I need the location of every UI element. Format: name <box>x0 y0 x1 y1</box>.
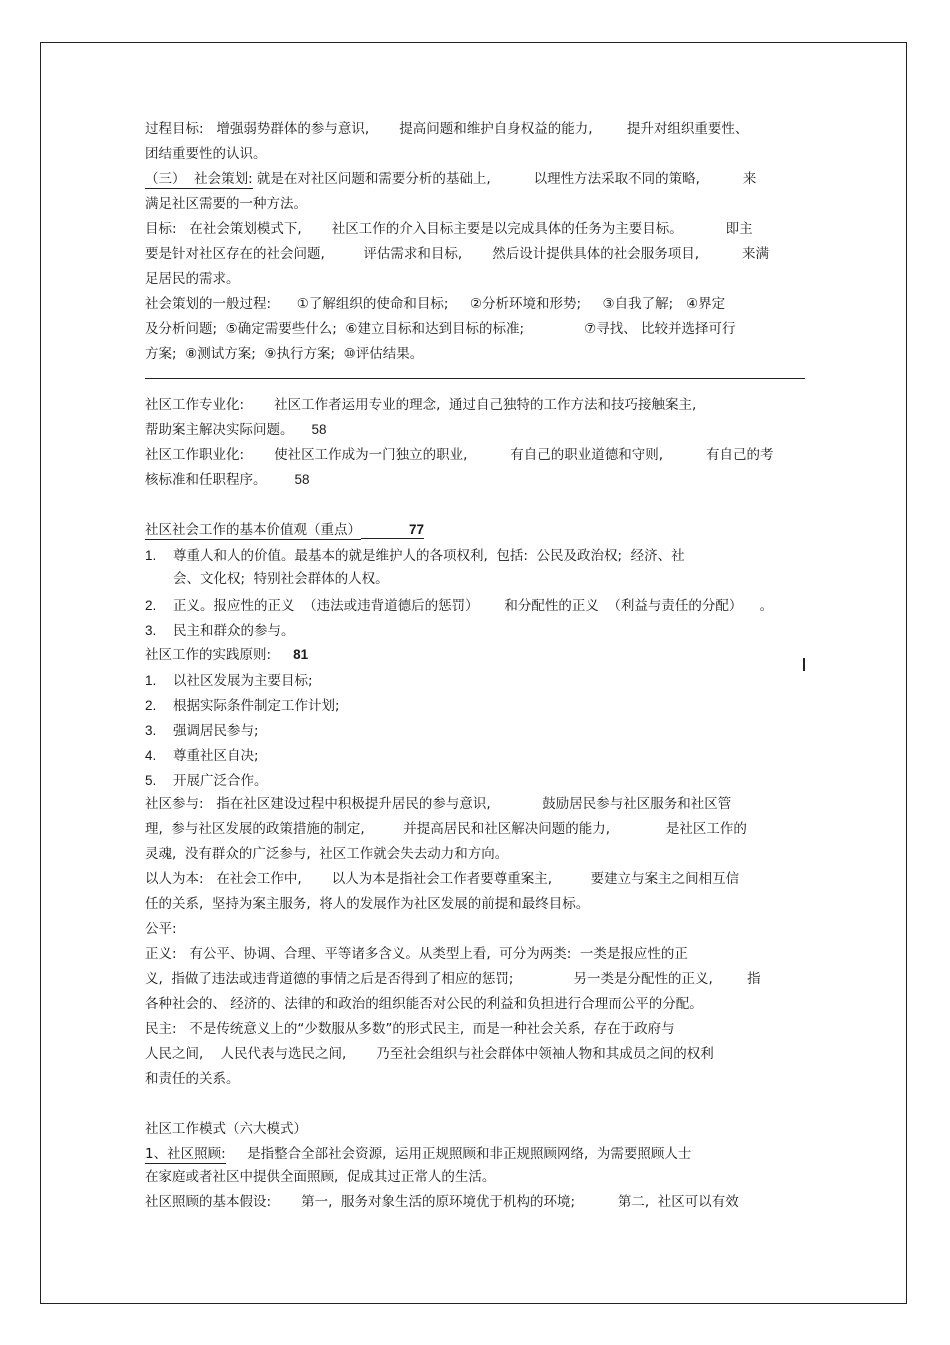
list-text: 民主和群众的参与。 <box>173 623 295 639</box>
text-line <box>145 170 756 188</box>
list-number: 1. <box>145 673 157 688</box>
text-line: 社区照顾的基本假设: 第一, 服务对象生活的原环境优于机构的环境; 第二, 社区可以有效 <box>145 1194 739 1210</box>
heading-text: 社区社会工作的基本价值观（重点） <box>145 522 361 538</box>
list-number: 2. <box>145 598 157 613</box>
list-number: 1. <box>145 548 157 563</box>
section-heading-social-planning: （三） 社会策划: <box>145 171 253 187</box>
text-line: 团结重要性的认识。 <box>145 146 267 162</box>
text-line: 要是针对社区存在的社会问题, 评估需求和目标, 然后设计提供具体的社会服务项目, 来满 <box>145 246 769 262</box>
page-reference: 77 <box>361 522 424 539</box>
section-heading-principles <box>145 646 308 664</box>
list-text: 强调居民参与; <box>173 723 259 739</box>
list-text: 开展广泛合作。 <box>173 773 268 789</box>
text-line: 满足社区需要的一种方法。 <box>145 196 307 212</box>
list-number: 2. <box>145 698 157 713</box>
text-line: 社区工作专业化: 社区工作者运用专业的理念, 通过自己独特的工作方法和技巧接触案主, <box>145 397 697 413</box>
text-line: 公平: <box>145 921 177 937</box>
term-community-care: 1、社区照顾: <box>145 1146 226 1162</box>
section-heading-six-models: 社区工作模式（六大模式） <box>145 1121 307 1137</box>
text-line: 以人为本: 在社会工作中, 以人为本是指社会工作者要尊重案主, 要建立与案主之间相互信 <box>145 871 740 887</box>
list-item <box>145 697 340 715</box>
text-line: 目标: 在社会策划模式下, 社区工作的介入目标主要是以完成具体的任务为主要目标。 即主 <box>145 221 753 237</box>
page-reference: 58 <box>311 422 327 437</box>
list-text: 尊重社区自决; <box>173 748 259 764</box>
list-item <box>145 747 259 765</box>
text-segment: 核标准和任职程序。 <box>145 472 267 488</box>
list-item-continuation: 会、文化权; 特别社会群体的人权。 <box>173 571 389 587</box>
text-line: 过程目标: 增强弱势群体的参与意识, 提高问题和维护自身权益的能力, 提升对组织重要性、 <box>145 121 749 137</box>
text-line: 和责任的关系。 <box>145 1071 240 1087</box>
list-number: 5. <box>145 773 157 788</box>
list-text: 以社区发展为主要目标; <box>173 673 313 689</box>
text-line: 义, 指做了违法或违背道德的事情之后是否得到了相应的惩罚; 另一类是分配性的正义, 指 <box>145 971 761 987</box>
text-line: 灵魂, 没有群众的广泛参与, 社区工作就会失去动力和方向。 <box>145 846 509 862</box>
list-number: 3. <box>145 623 157 638</box>
text-line: 足居民的需求。 <box>145 271 240 287</box>
term-definition: 是指整合全部社会资源, 运用正规照顾和非正规照顾网络, 为需要照顾人士 <box>225 1146 692 1162</box>
list-number: 3. <box>145 723 157 738</box>
text-line <box>145 471 310 489</box>
text-line: 民主: 不是传统意义上的“少数服从多数”的形式民主, 而是一种社会关系, 存在于政府与 <box>145 1021 675 1037</box>
text-line: 社会策划的一般过程: ①了解组织的使命和目标; ②分析环境和形势; ③自我了解; ④界定 <box>145 296 726 312</box>
list-item <box>145 772 268 790</box>
list-item <box>145 622 295 640</box>
list-item <box>145 672 313 690</box>
list-number: 4. <box>145 748 157 763</box>
section-definition: 就是在对社区问题和需要分析的基础上, 以理性方法采取不同的策略, 来 <box>252 171 757 187</box>
text-cursor-mark <box>803 658 805 671</box>
list-text: 正义。报应性的正义 （违法或违背道德后的惩罚） 和分配性的正义 （利益与责任的分配） 。 <box>173 598 774 614</box>
page-reference: 81 <box>293 647 309 662</box>
text-line: 方案; ⑧测试方案; ⑨执行方案; ⑩评估结果。 <box>145 346 424 362</box>
text-line: 在家庭或者社区中提供全面照顾, 促成其过正常人的生活。 <box>145 1169 496 1185</box>
text-line: 任的关系, 坚持为案主服务, 将人的发展作为社区发展的前提和最终目标。 <box>145 896 590 912</box>
text-line: 各种社会的、 经济的、法律的和政治的组织能否对公民的利益和负担进行合理而公平的分配。 <box>145 996 703 1012</box>
heading-text: 社区工作的实践原则: <box>145 647 272 663</box>
list-item <box>145 547 685 565</box>
text-segment: 帮助案主解决实际问题。 <box>145 422 294 438</box>
text-line: 理, 参与社区发展的政策措施的制定, 并提高居民和社区解决问题的能力, 是社区工作的 <box>145 821 747 837</box>
list-item <box>145 722 259 740</box>
text-line <box>145 1145 691 1163</box>
text-line: 社区工作职业化: 使社区工作成为一门独立的职业, 有自己的职业道德和守则, 有自己的考 <box>145 447 774 463</box>
list-item <box>145 597 773 615</box>
text-line: 社区参与: 指在社区建设过程中积极提升居民的参与意识, 鼓励居民参与社区服务和社区管 <box>145 796 732 812</box>
horizontal-divider <box>145 378 805 379</box>
text-line <box>145 421 327 439</box>
text-line: 及分析问题; ⑤确定需要些什么; ⑥建立目标和达到目标的标准; ⑦寻找、 比较并选择可行 <box>145 321 736 337</box>
section-heading-core-values <box>145 521 424 539</box>
page-reference: 58 <box>294 472 310 487</box>
list-text: 尊重人和人的价值。最基本的就是维护人的各项权利, 包括: 公民及政治权; 经济、社 <box>173 548 685 564</box>
list-text: 根据实际条件制定工作计划; <box>173 698 340 714</box>
text-line: 人民之间, 人民代表与选民之间, 乃至社会组织与社会群体中领袖人物和其成员之间的权利 <box>145 1046 714 1062</box>
text-line: 正义: 有公平、协调、合理、平等诸多含义。从类型上看, 可分为两类: 一类是报应性的正 <box>145 946 688 962</box>
